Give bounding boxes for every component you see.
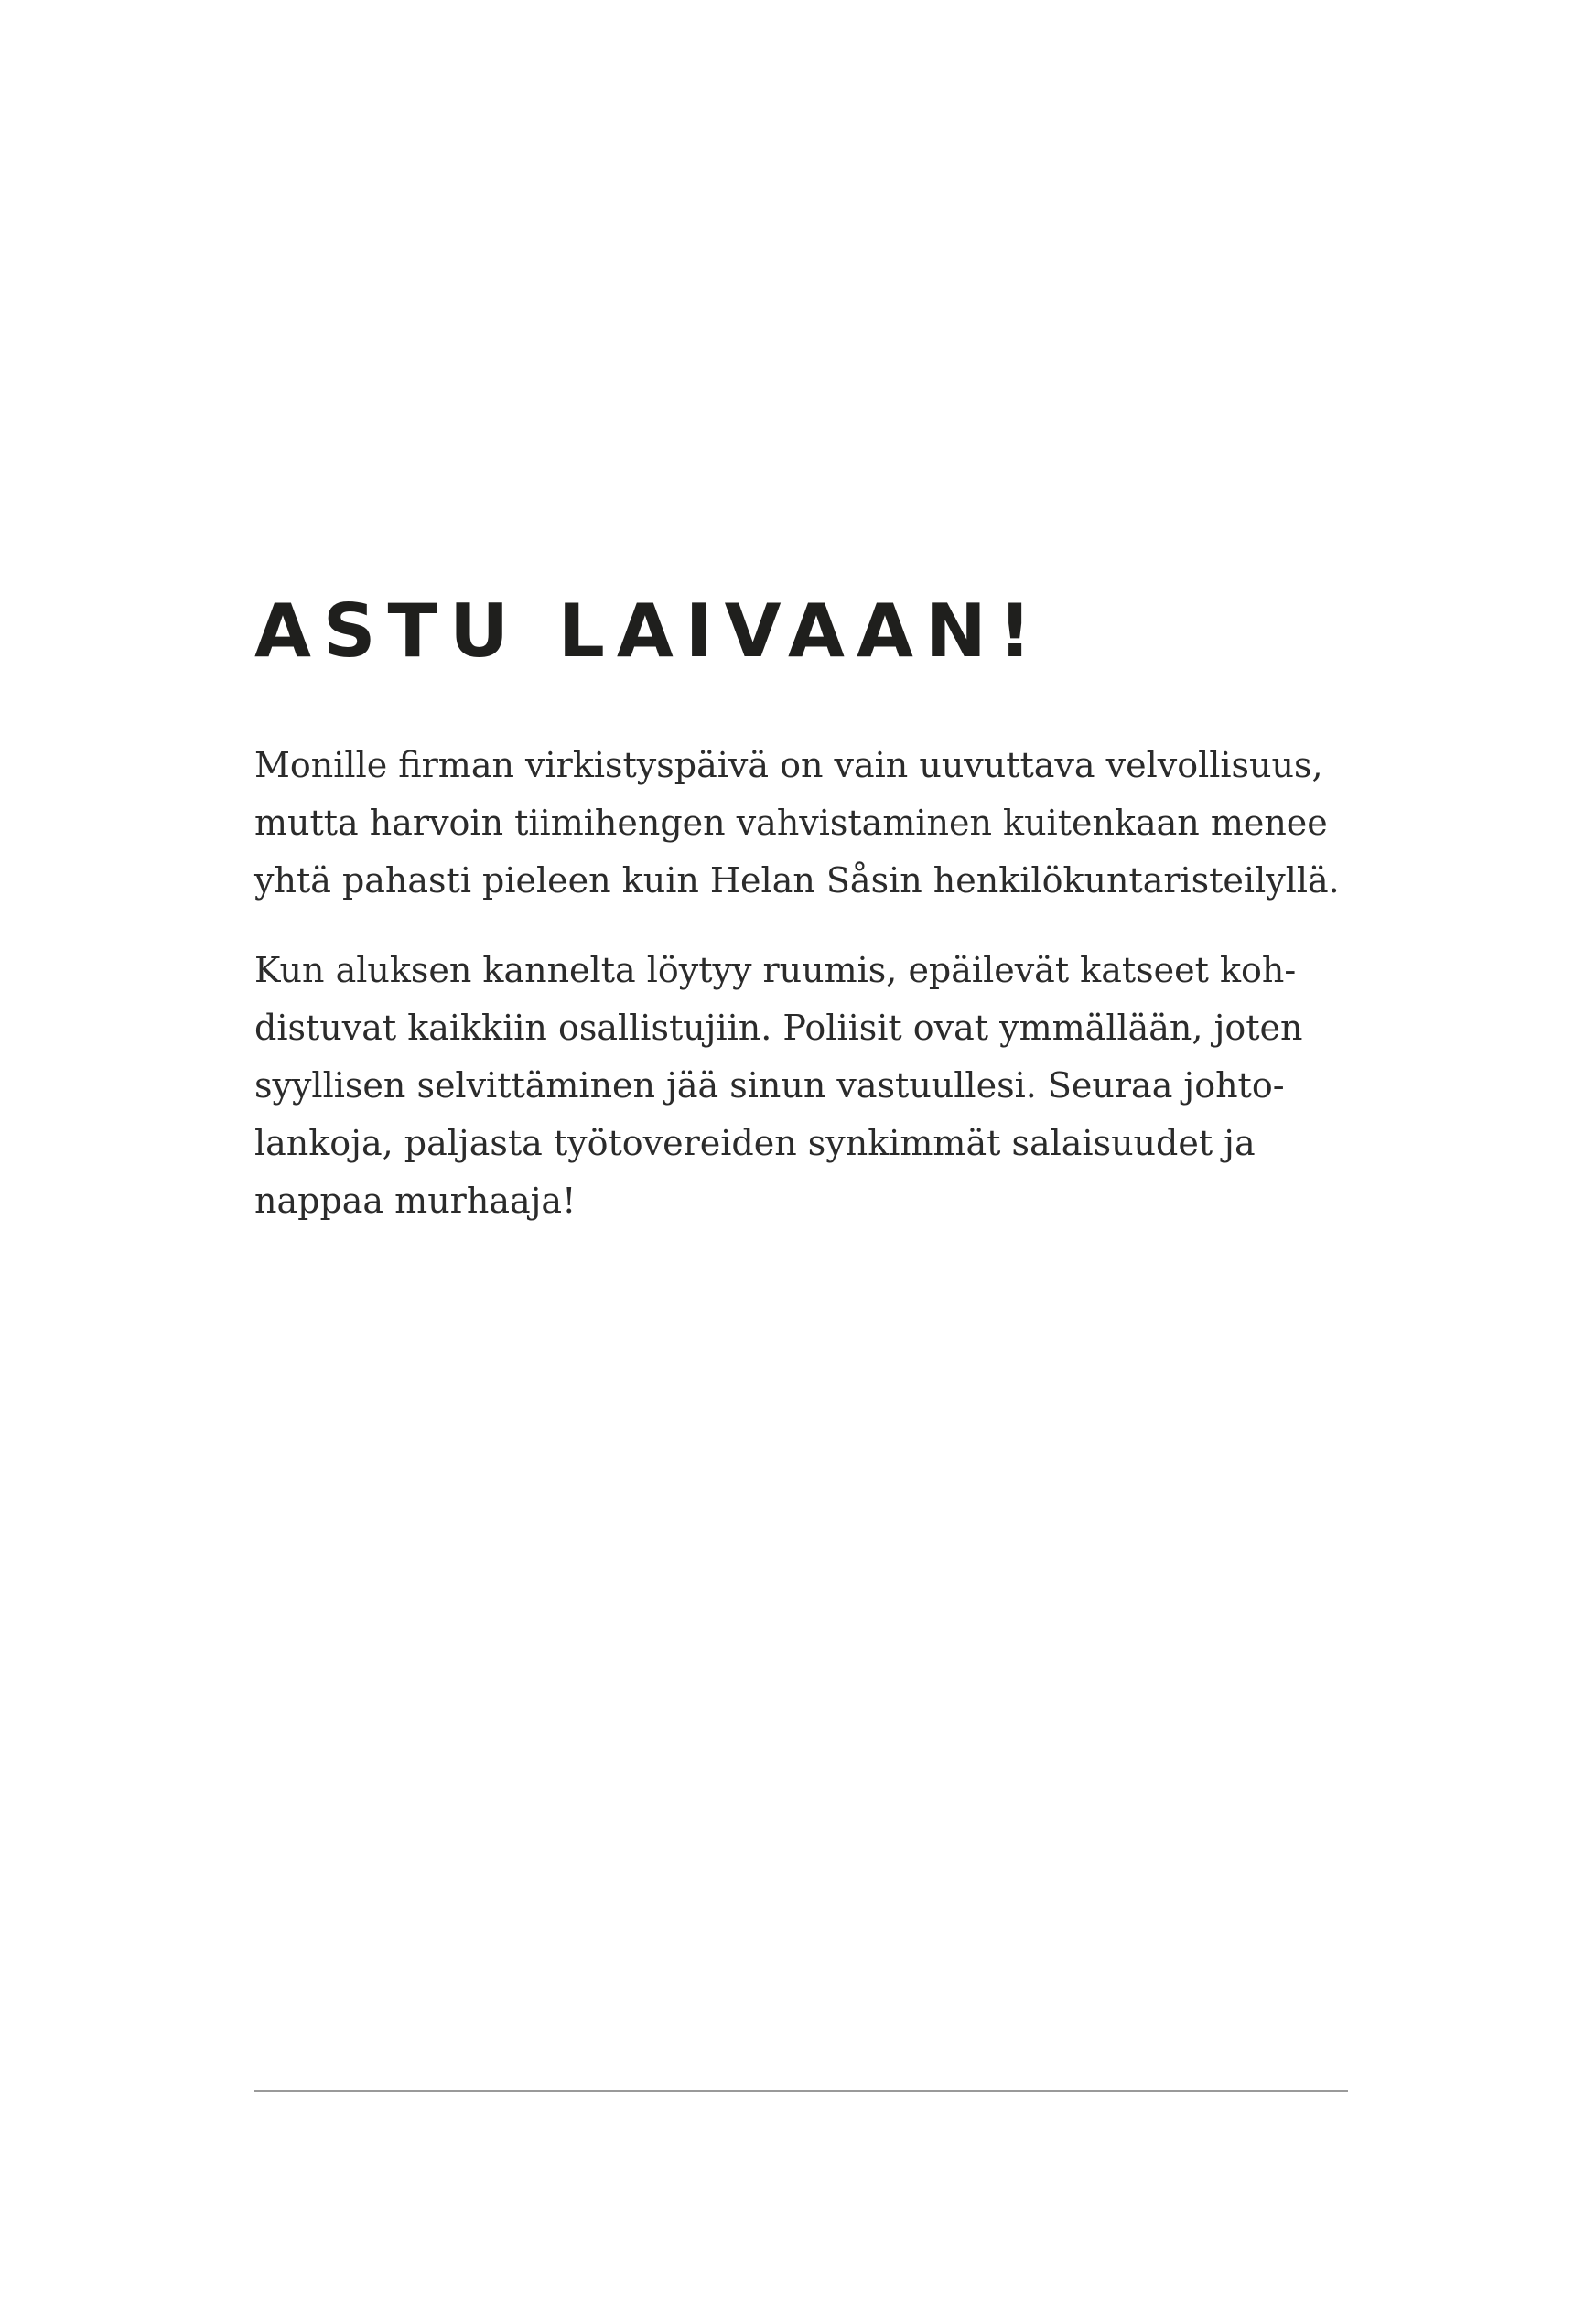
paragraph-line: lankoja, paljasta työtovereiden synkimmät salaisuudet ja: [254, 1123, 1256, 1163]
paragraph-line: mutta harvoin tiimihengen vahvistaminen kuitenkaan menee: [254, 803, 1328, 843]
paragraph-plot: [254, 942, 1362, 1230]
paragraph-line: nappaa murhaaja!: [254, 1181, 577, 1221]
paragraph-line: yhtä pahasti pieleen kuin Helan Såsin henkilökuntaristeilyllä.: [254, 860, 1340, 901]
paragraph-line: distuvat kaikkiin osallistujiin. Poliisit ovat ymmällään, joten: [254, 1008, 1303, 1048]
paragraph-line: syyllisen selvittäminen jää sinun vastuullesi. Seuraa johto-: [254, 1065, 1285, 1106]
paragraph-line: Kun aluksen kannelta löytyy ruumis, epäilevät katseet koh-: [254, 950, 1297, 990]
page-heading: ASTU LAIVAAN!: [254, 588, 1044, 674]
horizontal-divider: [254, 2090, 1348, 2092]
paragraph-intro: [254, 737, 1362, 910]
paragraph-line: Monille firman virkistyspäivä on vain uuvuttava velvollisuus,: [254, 745, 1323, 785]
